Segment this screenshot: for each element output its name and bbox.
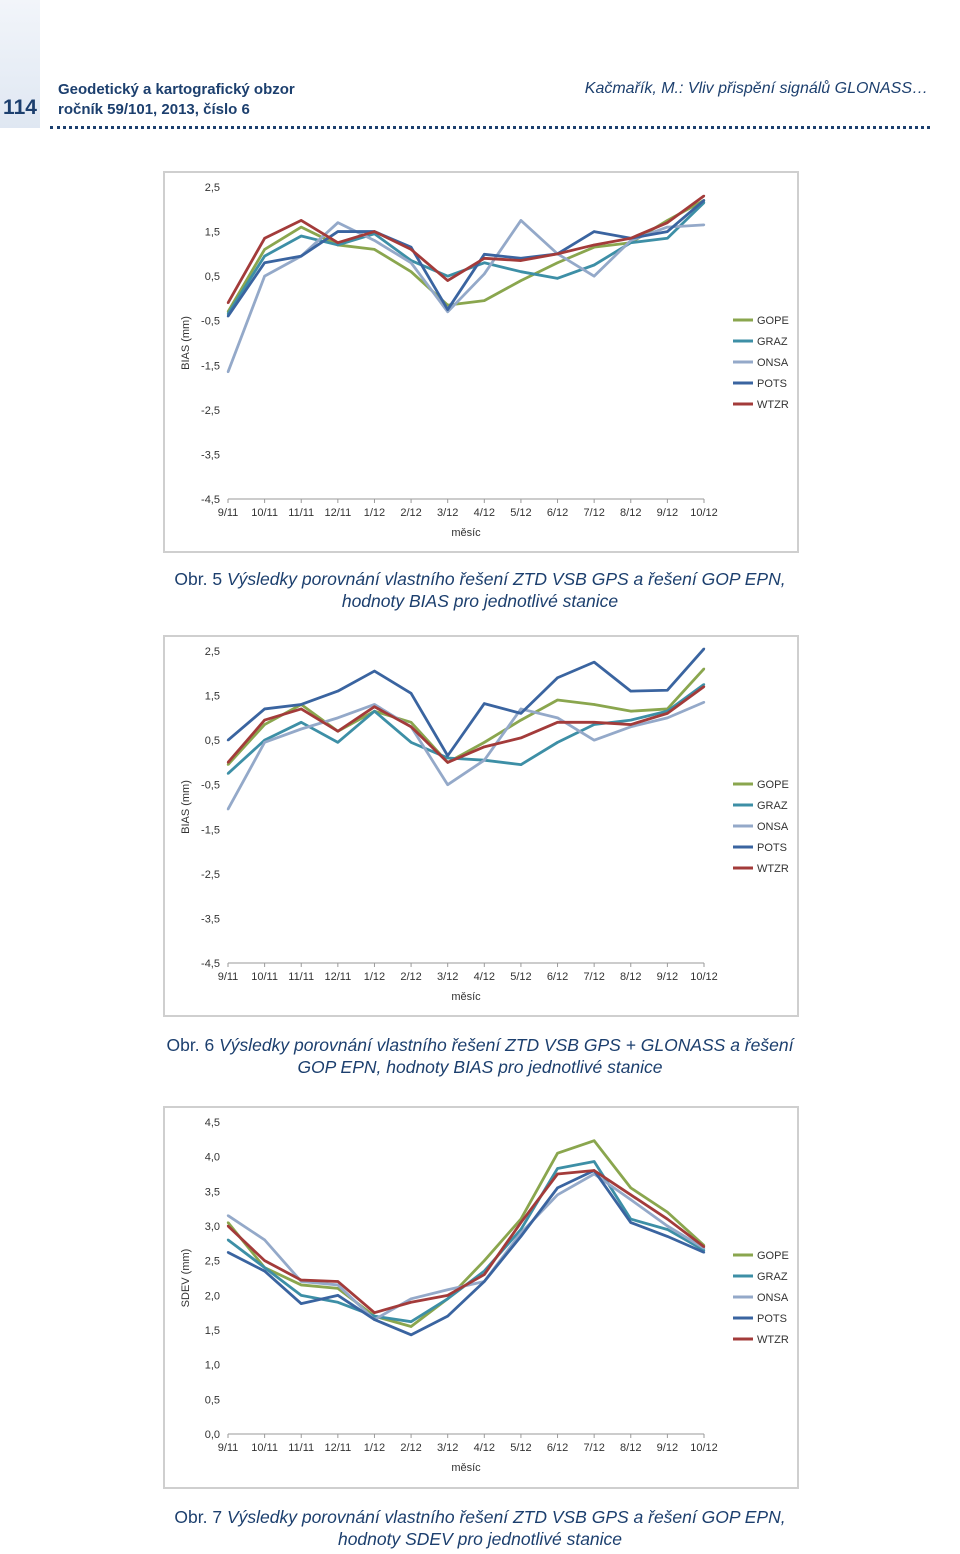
x-tick-label: 5/12	[510, 1442, 532, 1454]
x-tick-label: 10/12	[690, 507, 718, 519]
x-tick-label: 3/12	[436, 971, 459, 983]
data-point-graz	[483, 262, 485, 264]
x-tick-label: 6/12	[546, 971, 569, 983]
x-tick-label: 2/12	[400, 1442, 422, 1454]
data-point-pots	[666, 1235, 668, 1237]
data-point-graz	[300, 1294, 302, 1296]
y-tick-label: 1,5	[204, 226, 220, 239]
chart-frame-obr7	[163, 1106, 799, 1489]
data-point-wtzr	[630, 237, 632, 239]
data-point-wtzr	[410, 1301, 412, 1303]
data-point-pots	[593, 661, 595, 663]
data-point-wtzr	[373, 230, 375, 232]
data-point-onsa	[263, 741, 265, 743]
data-point-onsa	[337, 221, 339, 223]
data-point-graz	[666, 237, 668, 239]
data-point-gope	[300, 226, 302, 228]
data-point-wtzr	[630, 1194, 632, 1196]
data-point-onsa	[410, 1298, 412, 1300]
data-point-pots	[300, 1302, 302, 1304]
data-point-onsa	[520, 708, 522, 710]
data-point-onsa	[227, 808, 229, 810]
data-point-onsa	[666, 226, 668, 228]
chart-frame-obr5	[163, 171, 799, 553]
data-point-gope	[227, 1221, 229, 1223]
data-point-graz	[337, 741, 339, 743]
data-point-onsa	[593, 275, 595, 277]
data-point-wtzr	[483, 746, 485, 748]
x-tick-label: 4/12	[473, 971, 496, 983]
x-tick-label: 9/12	[656, 1442, 679, 1454]
data-point-wtzr	[337, 242, 339, 244]
data-point-wtzr	[263, 1259, 265, 1261]
x-tick-label: 10/12	[690, 1442, 718, 1454]
caption-line2: GOP EPN, hodnoty BIAS pro jednotlivé stanice	[297, 1057, 663, 1077]
data-point-pots	[300, 703, 302, 705]
series-line-gope	[228, 669, 704, 765]
data-point-wtzr	[703, 1246, 705, 1248]
legend-label-onsa: ONSA	[757, 821, 789, 833]
y-tick-label: 4,5	[204, 1117, 220, 1129]
data-point-wtzr	[593, 1169, 595, 1171]
data-point-wtzr	[520, 737, 522, 739]
y-tick-label: -1,5	[201, 360, 220, 373]
data-point-gope	[556, 699, 558, 701]
x-tick-label: 10/11	[251, 971, 278, 983]
legend-label-graz: GRAZ	[757, 336, 788, 348]
journal-header	[58, 80, 295, 120]
data-point-wtzr	[446, 761, 448, 763]
y-tick-label: -4,5	[201, 494, 220, 506]
data-point-pots	[630, 690, 632, 692]
data-point-gope	[520, 279, 522, 281]
caption-label: Obr. 6	[166, 1035, 215, 1055]
chart-obr5	[165, 173, 797, 551]
data-point-graz	[446, 1298, 448, 1300]
y-tick-label: -4,5	[201, 958, 220, 970]
data-point-pots	[703, 648, 705, 650]
legend-label-pots: POTS	[757, 1313, 787, 1325]
data-point-graz	[410, 741, 412, 743]
x-tick-label: 7/12	[583, 1442, 605, 1454]
data-point-pots	[410, 1334, 412, 1336]
data-point-pots	[556, 677, 558, 679]
x-tick-label: 9/11	[217, 1442, 239, 1454]
data-point-onsa	[263, 1239, 265, 1241]
data-point-pots	[337, 1294, 339, 1296]
data-point-pots	[373, 670, 375, 672]
data-point-gope	[483, 741, 485, 743]
data-point-gope	[520, 719, 522, 721]
x-tick-label: 9/11	[217, 507, 239, 519]
data-point-wtzr	[373, 1311, 375, 1313]
data-point-wtzr	[410, 248, 412, 250]
data-point-gope	[300, 1284, 302, 1286]
data-point-wtzr	[227, 302, 229, 304]
y-tick-label: -1,5	[201, 824, 220, 837]
data-point-wtzr	[666, 221, 668, 223]
x-tick-label: 12/11	[324, 1442, 352, 1454]
caption-line1: Výsledky porovnání vlastního řešení ZTD VSB GPS + GLONASS a řešení	[219, 1035, 794, 1055]
data-point-gope	[483, 1259, 485, 1261]
data-point-wtzr	[373, 706, 375, 708]
data-point-pots	[373, 1318, 375, 1320]
data-point-gope	[483, 299, 485, 301]
x-tick-label: 1/12	[363, 507, 386, 519]
y-tick-label: 0,0	[204, 1429, 220, 1441]
y-tick-label: 2,5	[204, 182, 220, 194]
data-point-pots	[666, 689, 668, 691]
data-point-pots	[483, 702, 485, 704]
data-point-wtzr	[483, 1273, 485, 1275]
legend-label-wtzr: WTZR	[757, 399, 789, 411]
x-tick-label: 9/12	[656, 971, 679, 983]
y-tick-label: 2,5	[204, 1255, 220, 1268]
data-point-pots	[300, 255, 302, 257]
data-point-pots	[520, 712, 522, 714]
y-tick-label: 2,0	[204, 1290, 220, 1303]
data-point-gope	[556, 262, 558, 264]
legend-label-gope: GOPE	[757, 779, 789, 791]
x-tick-label: 8/12	[620, 1442, 642, 1454]
data-point-gope	[373, 248, 375, 250]
caption-obr6	[0, 1034, 960, 1078]
data-point-pots	[703, 199, 705, 201]
x-tick-label: 10/11	[251, 507, 278, 519]
data-point-gope	[556, 1152, 558, 1154]
data-point-onsa	[483, 273, 485, 275]
page-number: 114	[3, 96, 37, 119]
data-point-onsa	[337, 1284, 339, 1286]
data-point-wtzr	[520, 259, 522, 261]
data-point-onsa	[373, 239, 375, 241]
x-tick-label: 3/12	[436, 1442, 459, 1454]
legend-label-gope: GOPE	[757, 315, 789, 327]
header-divider	[50, 126, 930, 129]
data-point-pots	[703, 1251, 705, 1253]
data-point-wtzr	[300, 219, 302, 221]
x-tick-label: 2/12	[400, 507, 422, 519]
x-tick-label: 4/12	[473, 1442, 496, 1454]
y-tick-label: 2,5	[204, 646, 220, 658]
x-tick-label: 10/12	[690, 971, 718, 983]
data-point-graz	[446, 275, 448, 277]
data-point-wtzr	[410, 726, 412, 728]
data-point-gope	[410, 1325, 412, 1327]
x-tick-label: 12/11	[324, 507, 352, 519]
legend-label-graz: GRAZ	[757, 1271, 788, 1283]
caption-label: Obr. 5	[174, 569, 223, 589]
y-tick-label: 1,5	[204, 1325, 220, 1337]
journal-title: Geodetický a kartografický obzor	[58, 81, 295, 98]
chart-frame-obr6	[163, 635, 799, 1017]
data-point-graz	[227, 772, 229, 774]
y-tick-label: -3,5	[201, 449, 220, 462]
data-point-graz	[300, 235, 302, 237]
legend-label-graz: GRAZ	[757, 800, 788, 812]
y-tick-label: 4,0	[204, 1151, 220, 1164]
data-point-onsa	[410, 262, 412, 264]
y-tick-label: 0,5	[204, 271, 220, 284]
data-point-onsa	[227, 371, 229, 373]
data-point-graz	[263, 255, 265, 257]
legend-label-pots: POTS	[757, 842, 787, 854]
caption-line1: Výsledky porovnání vlastního řešení ZTD VSB GPS a řešení GOP EPN,	[226, 1507, 786, 1527]
data-point-graz	[520, 763, 522, 765]
legend-label-pots: POTS	[757, 378, 787, 390]
x-tick-label: 8/12	[620, 971, 642, 983]
data-point-wtzr	[263, 719, 265, 721]
legend-label-wtzr: WTZR	[757, 863, 789, 875]
caption-line2: hodnoty SDEV pro jednotlivé stanice	[337, 1529, 623, 1549]
x-tick-label: 12/11	[324, 971, 352, 983]
x-tick-label: 4/12	[473, 507, 496, 519]
data-point-gope	[593, 1140, 595, 1142]
series-line-wtzr	[228, 196, 704, 303]
data-point-gope	[410, 721, 412, 723]
data-point-graz	[263, 1266, 265, 1268]
data-point-graz	[373, 710, 375, 712]
data-point-gope	[630, 1187, 632, 1189]
data-point-pots	[227, 1251, 229, 1253]
data-point-pots	[410, 692, 412, 694]
data-point-pots	[666, 230, 668, 232]
data-point-onsa	[263, 275, 265, 277]
data-point-graz	[520, 270, 522, 272]
data-point-wtzr	[227, 1225, 229, 1227]
data-point-gope	[410, 270, 412, 272]
x-tick-label: 7/12	[583, 971, 605, 983]
x-tick-label: 5/12	[510, 507, 532, 519]
x-tick-label: 6/12	[546, 1442, 569, 1454]
legend-label-onsa: ONSA	[757, 357, 789, 369]
data-point-onsa	[630, 1198, 632, 1200]
data-point-pots	[337, 690, 339, 692]
journal-volume: ročník 59/101, 2013, číslo 6	[58, 101, 250, 118]
data-point-graz	[337, 1301, 339, 1303]
data-point-gope	[703, 668, 705, 670]
data-point-pots	[263, 1270, 265, 1272]
data-point-graz	[300, 721, 302, 723]
y-axis-label: BIAS (mm)	[180, 316, 192, 370]
y-tick-label: 1,5	[204, 690, 220, 703]
data-point-graz	[556, 1167, 558, 1169]
data-point-gope	[630, 710, 632, 712]
x-tick-label: 5/12	[510, 971, 532, 983]
data-point-graz	[227, 1239, 229, 1241]
y-axis-label: BIAS (mm)	[180, 780, 192, 834]
y-tick-label: 0,5	[204, 735, 220, 748]
data-point-onsa	[337, 717, 339, 719]
data-point-pots	[483, 253, 485, 255]
y-tick-label: -2,5	[201, 404, 220, 417]
y-tick-label: -2,5	[201, 868, 220, 881]
data-point-wtzr	[227, 761, 229, 763]
data-point-wtzr	[666, 1218, 668, 1220]
data-point-wtzr	[483, 257, 485, 259]
data-point-wtzr	[703, 195, 705, 197]
data-point-wtzr	[703, 685, 705, 687]
data-point-pots	[556, 1187, 558, 1189]
data-point-pots	[446, 755, 448, 757]
legend-label-gope: GOPE	[757, 1250, 789, 1262]
data-point-pots	[593, 230, 595, 232]
series-line-pots	[228, 649, 704, 756]
data-point-onsa	[703, 701, 705, 703]
y-tick-label: 3,5	[204, 1186, 220, 1199]
data-point-graz	[593, 264, 595, 266]
y-tick-label: 1,0	[204, 1359, 220, 1372]
x-axis-label: měsíc	[451, 1462, 481, 1474]
caption-obr7	[0, 1506, 960, 1550]
x-tick-label: 1/12	[363, 1442, 386, 1454]
series-line-wtzr	[228, 1171, 704, 1313]
data-point-wtzr	[337, 1280, 339, 1282]
data-point-onsa	[446, 1289, 448, 1291]
x-tick-label: 3/12	[436, 507, 459, 519]
x-tick-label: 8/12	[620, 507, 642, 519]
data-point-wtzr	[593, 244, 595, 246]
caption-line1: Výsledky porovnání vlastního řešení ZTD VSB GPS a řešení GOP EPN,	[226, 569, 786, 589]
data-point-pots	[263, 708, 265, 710]
data-point-onsa	[556, 1194, 558, 1196]
data-point-wtzr	[556, 721, 558, 723]
data-point-pots	[630, 1221, 632, 1223]
data-point-wtzr	[556, 1173, 558, 1175]
data-point-wtzr	[337, 730, 339, 732]
data-point-onsa	[666, 717, 668, 719]
data-point-pots	[227, 315, 229, 317]
y-axis-label: SDEV (mm)	[180, 1248, 192, 1308]
caption-line2: hodnoty BIAS pro jednotlivé stanice	[341, 591, 619, 611]
x-tick-label: 9/11	[217, 971, 239, 983]
x-axis-label: měsíc	[451, 991, 481, 1003]
data-point-pots	[446, 1315, 448, 1317]
data-point-graz	[703, 683, 705, 685]
x-tick-label: 11/11	[288, 971, 315, 983]
data-point-graz	[593, 1160, 595, 1162]
data-point-onsa	[227, 1214, 229, 1216]
caption-label: Obr. 7	[174, 1507, 223, 1527]
data-point-pots	[227, 739, 229, 741]
x-tick-label: 9/12	[656, 507, 679, 519]
data-point-wtzr	[446, 279, 448, 281]
data-point-wtzr	[593, 721, 595, 723]
data-point-gope	[263, 248, 265, 250]
y-tick-label: 0,5	[204, 1394, 220, 1407]
data-point-graz	[666, 1228, 668, 1230]
data-point-wtzr	[556, 253, 558, 255]
data-point-gope	[263, 723, 265, 725]
running-title: Kačmařík, M.: Vliv přispění signálů GLONASS…	[584, 80, 928, 97]
data-point-pots	[483, 1280, 485, 1282]
x-tick-label: 11/11	[288, 507, 315, 519]
y-tick-label: -0,5	[201, 779, 220, 792]
data-point-wtzr	[666, 712, 668, 714]
x-tick-label: 2/12	[400, 971, 422, 983]
data-point-onsa	[703, 224, 705, 226]
data-point-onsa	[300, 728, 302, 730]
x-tick-label: 11/11	[288, 1442, 315, 1454]
x-tick-label: 10/11	[251, 1442, 278, 1454]
data-point-wtzr	[520, 1221, 522, 1223]
data-point-gope	[666, 1211, 668, 1213]
data-point-onsa	[593, 739, 595, 741]
legend-label-onsa: ONSA	[757, 1292, 789, 1304]
data-point-wtzr	[300, 1279, 302, 1281]
data-point-pots	[446, 308, 448, 310]
chart-obr7	[165, 1108, 797, 1487]
data-point-wtzr	[446, 1294, 448, 1296]
data-point-pots	[263, 262, 265, 264]
data-point-graz	[556, 741, 558, 743]
caption-obr5	[0, 568, 960, 612]
data-point-onsa	[446, 784, 448, 786]
chart-obr6	[165, 637, 797, 1015]
data-point-gope	[227, 763, 229, 765]
x-tick-label: 6/12	[546, 507, 569, 519]
data-point-gope	[593, 703, 595, 705]
data-point-wtzr	[630, 723, 632, 725]
x-tick-label: 1/12	[363, 971, 386, 983]
x-tick-label: 7/12	[583, 507, 605, 519]
y-tick-label: -3,5	[201, 913, 220, 926]
data-point-graz	[410, 1320, 412, 1322]
data-point-onsa	[666, 1225, 668, 1227]
legend-label-wtzr: WTZR	[757, 1334, 789, 1346]
data-point-wtzr	[263, 237, 265, 239]
data-point-onsa	[556, 717, 558, 719]
y-tick-label: 3,0	[204, 1221, 220, 1233]
data-point-pots	[520, 1235, 522, 1237]
data-point-graz	[556, 277, 558, 279]
data-point-onsa	[520, 219, 522, 221]
data-point-wtzr	[300, 708, 302, 710]
x-axis-label: měsíc	[451, 527, 481, 539]
data-point-onsa	[483, 759, 485, 761]
data-point-pots	[337, 230, 339, 232]
y-tick-label: -0,5	[201, 315, 220, 328]
data-point-graz	[630, 719, 632, 721]
